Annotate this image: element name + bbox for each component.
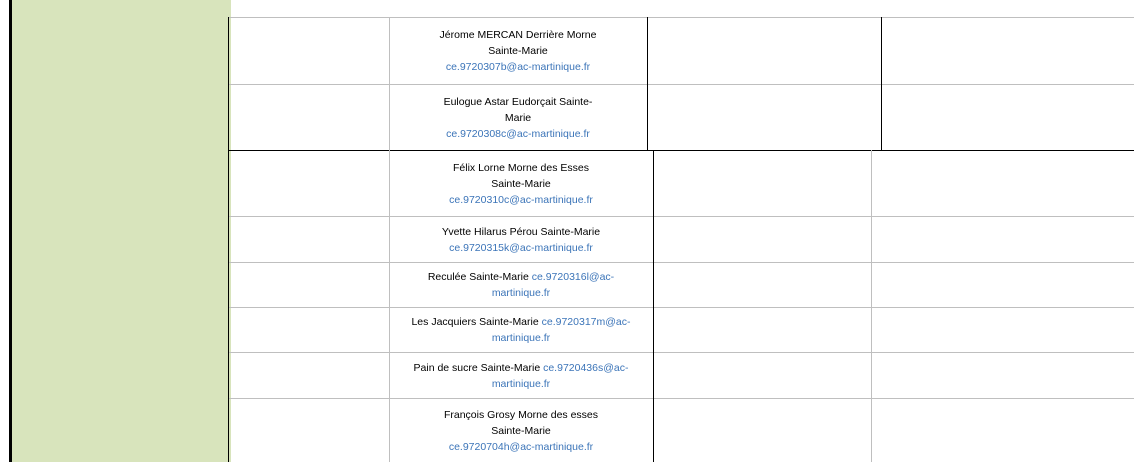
email-link[interactable]: ce.9720436s@ac- [543, 361, 629, 374]
email-link[interactable]: ce.9720310c@ac-martinique.fr [449, 193, 593, 206]
school-name-line: Sainte-Marie [488, 45, 548, 57]
school-cell [389, 18, 647, 84]
school-cell [389, 399, 653, 462]
email-link[interactable]: ce.9720317m@ac- [541, 316, 631, 328]
school-name-line: Marie [504, 111, 532, 124]
school-name: Reculée Sainte-Marie [427, 271, 532, 283]
email-link[interactable]: ce.9720316l@ac- [531, 271, 615, 283]
grid-line [228, 352, 1134, 353]
school-name-line: Yvette Hilarus Pérou Sainte-Marie [441, 225, 601, 238]
grid-line [653, 150, 654, 462]
school-cell [389, 263, 653, 307]
grid-line [228, 17, 229, 462]
grid-line [228, 216, 1134, 217]
email-link[interactable]: ce.9720307b@ac-martinique.fr [445, 61, 591, 73]
email-link-continued[interactable]: martinique.fr [491, 332, 551, 344]
grid-line [228, 17, 1134, 18]
school-cell [389, 308, 653, 352]
grid-line [228, 150, 1134, 151]
email-link-continued[interactable]: martinique.fr [491, 377, 551, 390]
grid-line [228, 398, 1134, 399]
school-name-line: Félix Lorne Morne des Esses [453, 161, 589, 174]
grid-line [881, 17, 882, 150]
school-name-line: Sainte-Marie [491, 424, 551, 437]
school-name: Pain de sucre Sainte-Marie [413, 361, 544, 374]
email-link[interactable]: ce.9720704h@ac-martinique.fr [448, 440, 594, 453]
email-link-continued[interactable]: martinique.fr [491, 287, 551, 299]
school-name-line: Sainte-Marie [491, 177, 551, 190]
green-category-cell-bottom [9, 150, 231, 462]
email-link[interactable]: ce.9720308c@ac-martinique.fr [446, 127, 590, 140]
school-name-line: Jérome MERCAN Derrière Morne [439, 29, 597, 41]
school-cell [389, 353, 653, 398]
grid-line [871, 150, 872, 462]
grid-line [647, 17, 648, 150]
school-name-line: Eulogue Astar Eudorçait Sainte- [443, 95, 593, 108]
school-name: Les Jacquiers Sainte-Marie [411, 316, 542, 328]
email-link[interactable]: ce.9720315k@ac-martinique.fr [449, 241, 593, 254]
grid-line [228, 262, 1134, 263]
grid-line [228, 307, 1134, 308]
school-cell [389, 217, 653, 262]
school-name-line: François Grosy Morne des esses [443, 408, 599, 421]
grid-line [228, 84, 1134, 85]
green-category-cell-top [9, 0, 231, 150]
school-cell [389, 151, 653, 216]
school-cell [389, 85, 647, 150]
